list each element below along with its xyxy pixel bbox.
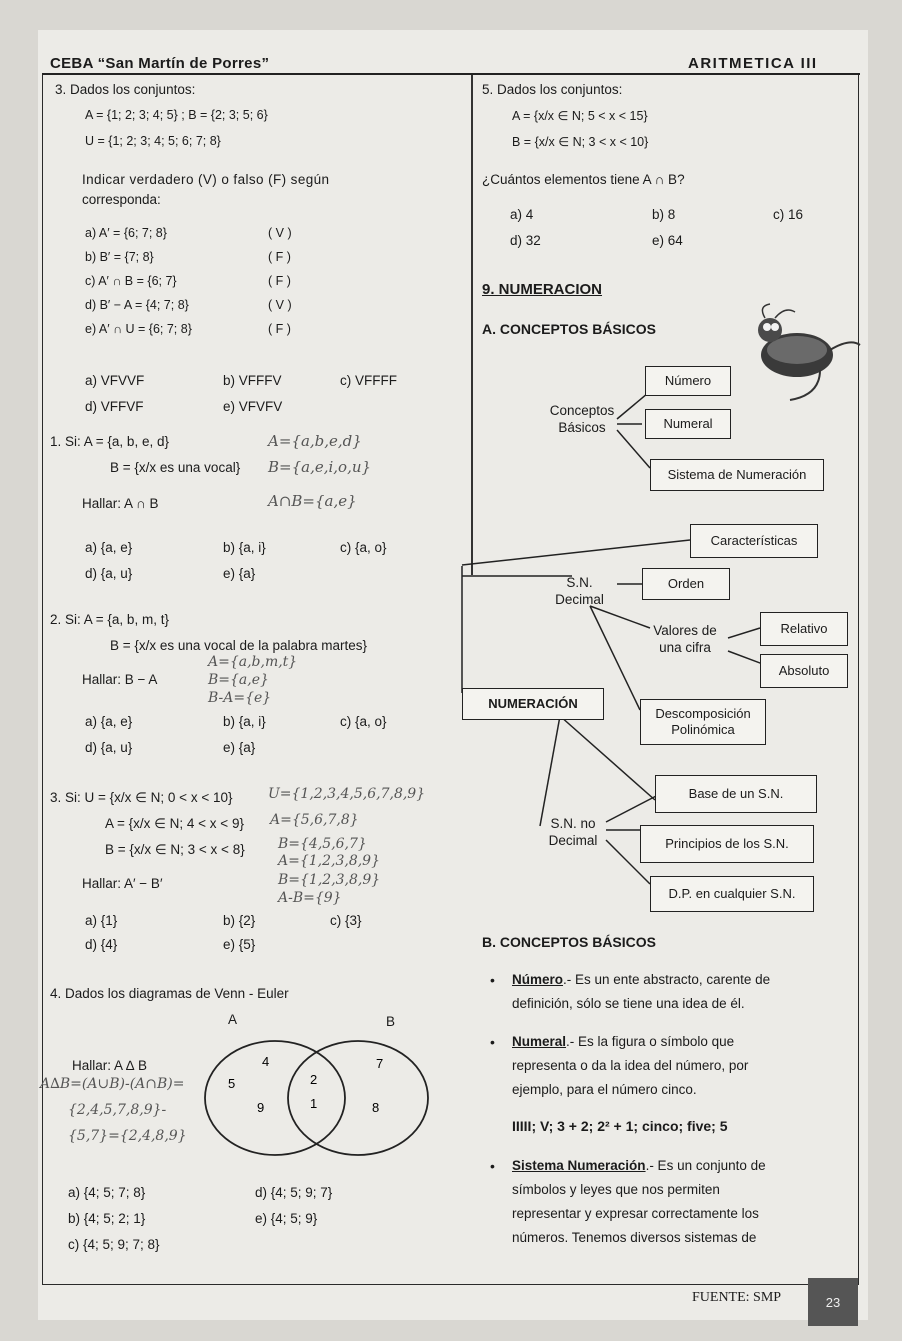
q5-set-b: B = {x/x ∈ N; 3 < x < 10} [512,135,649,149]
q3-item-c-mark: ( F ) [268,274,291,288]
mascot-icon [758,304,860,400]
concept-caracteristicas: Características [690,524,818,558]
def-numero-line2: definición, sólo se tiene una idea de él. [512,996,745,1011]
q3-item-e: e) A′ ∩ U = {6; 7; 8} [85,322,192,336]
concept-descomposicion: Descomposición Polinómica [640,699,766,745]
concept-absoluto: Absoluto [760,654,848,688]
q1-handwriting-1: A={a,b,e,d} [268,432,362,450]
q3-item-a-mark: ( V ) [268,226,292,240]
def-numero-line1: Número.- Es un ente abstracto, carente de [512,972,771,987]
q3b-option-b: b) {2} [223,913,256,928]
q3b-handwriting-2: A={5,6,7,8} [270,812,359,828]
q1-line2: B = {x/x es una vocal} [110,460,241,475]
def-numeral-line1: Numeral.- Es la figura o símbolo que [512,1034,735,1049]
q3-item-c: c) A′ ∩ B = {6; 7} [85,274,177,288]
q3b-line3: B = {x/x ∈ N; 3 < x < 8} [105,842,245,857]
def-sistema-line4: números. Tenemos diversos sistemas de [512,1230,757,1245]
concept-sistema-numeracion: Sistema de Numeración [650,459,824,491]
q3-item-e-mark: ( F ) [268,322,291,336]
q3b-option-c: c) {3} [330,913,362,928]
q2-hallar: Hallar: B − A [82,672,158,687]
q3-item-d: d) B′ − A = {4; 7; 8} [85,298,189,312]
venn-element: 4 [262,1054,270,1069]
bullet-icon: • [490,1158,495,1174]
q3-item-b: b) B′ = {7; 8} [85,250,154,264]
concept-base: Base de un S.N. [655,775,817,813]
concept-orden: Orden [642,568,730,600]
q1-option-d: d) {a, u} [85,566,133,581]
q3b-option-a: a) {1} [85,913,118,928]
q5-option-d: d) 32 [510,233,541,248]
venn-label-b: B [386,1014,396,1029]
q2-option-d: d) {a, u} [85,740,133,755]
def-sistema-line1: Sistema Numeración.- Es un conjunto de [512,1158,766,1173]
q4-title: 4. Dados los diagramas de Venn - Euler [50,986,289,1001]
q3-sets-ab: A = {1; 2; 3; 4; 5} ; B = {2; 3; 5; 6} [85,108,268,122]
q3-title: 3. Dados los conjuntos: [55,82,196,97]
venn-element: 7 [376,1056,384,1071]
school-name: CEBA “San Martín de Porres” [50,55,270,72]
q1-handwriting-3: A∩B={a,e} [268,492,357,510]
subject-title: ARITMETICA III [688,55,818,72]
concept-sn-no-decimal: S.N. no Decimal [548,816,598,848]
q2-handwriting-1: A={a,b,m,t} [208,654,298,670]
q2-option-b: b) {a, i} [223,714,266,729]
q4-handwriting-3: {5,7}={2,4,8,9} [68,1128,187,1144]
q2-handwriting-3: B-A={e} [208,690,272,706]
concept-sn-decimal: S.N. Decimal [555,575,604,607]
q4-hallar: Hallar: A ∆ B [72,1058,148,1073]
concept-basicos: Conceptos Básicos [549,403,615,435]
q4-handwriting-1: A∆B=(A∪B)-(A∩B)= [40,1076,185,1092]
q3b-line1: 3. Si: U = {x/x ∈ N; 0 < x < 10} [50,790,233,805]
def-sistema-line2: símbolos y leyes que nos permiten [512,1182,720,1197]
q2-line2: B = {x/x es una vocal de la palabra martes} [110,638,368,653]
q3-item-d-mark: ( V ) [268,298,292,312]
venn-element: 1 [310,1096,318,1111]
concept-principios: Principios de los S.N. [640,825,814,863]
q1-line1: 1. Si: A = {a, b, e, d} [50,434,169,449]
q3b-line2: A = {x/x ∈ N; 4 < x < 9} [105,816,244,831]
concept-numero: Número [645,366,731,396]
def-sistema-line3: representar y expresar correctamente los [512,1206,759,1221]
numeral-examples: IIIII; V; 3 + 2; 2² + 1; cinco; five; 5 [512,1118,728,1134]
bullet-icon: • [490,1034,495,1050]
q3-item-b-mark: ( F ) [268,250,291,264]
q3-option-d: d) VFFVF [85,399,144,414]
def-numeral-line3: ejemplo, para el número cinco. [512,1082,697,1097]
q5-option-c: c) 16 [773,207,804,222]
q1-option-a: a) {a, e} [85,540,133,555]
q1-handwriting-2: B={a,e,i,o,u} [268,458,372,476]
concept-valores-cifra: Valores de una cifra [653,623,717,655]
q5-option-a: a) 4 [510,207,534,222]
q4-option-a: a) {4; 5; 7; 8} [68,1185,146,1200]
q3b-option-e: e) {5} [223,937,256,952]
q4-option-b: b) {4; 5; 2; 1} [68,1211,146,1226]
q2-option-a: a) {a, e} [85,714,133,729]
q3b-handwriting-5: B={1,2,3,8,9} [278,872,381,888]
q1-hallar: Hallar: A ∩ B [82,496,159,511]
section-a-title: A. CONCEPTOS BÁSICOS [482,321,656,337]
venn-element: 5 [228,1076,236,1091]
venn-element: 2 [310,1072,318,1087]
q3b-option-d: d) {4} [85,937,118,952]
q5-option-e: e) 64 [652,233,683,248]
q3-set-u: U = {1; 2; 3; 4; 5; 6; 7; 8} [85,134,221,148]
q3b-handwriting-6: A-B={9} [278,890,342,906]
q3b-hallar: Hallar: A′ − B′ [82,876,163,891]
q1-option-b: b) {a, i} [223,540,266,555]
venn-label-a: A [228,1012,238,1027]
q4-option-d: d) {4; 5; 9; 7} [255,1185,333,1200]
concept-relativo: Relativo [760,612,848,646]
q1-option-c: c) {a, o} [340,540,387,555]
q3-instruction: Indicar verdadero (V) o falso (F) según [82,172,330,187]
q3b-handwriting-3: B={4,5,6,7} [278,836,367,852]
concept-numeral: Numeral [645,409,731,439]
q3-option-a: a) VFVVF [85,373,145,388]
q5-set-a: A = {x/x ∈ N; 5 < x < 15} [512,109,648,123]
q3-item-a: a) A′ = {6; 7; 8} [85,226,167,240]
section-9-title: 9. NUMERACION [482,281,603,298]
q2-line1: 2. Si: A = {a, b, m, t} [50,612,169,627]
q3b-handwriting-1: U={1,2,3,4,5,6,7,8,9} [268,786,426,802]
q4-option-c: c) {4; 5; 9; 7; 8} [68,1237,160,1252]
q3-option-e: e) VFVFV [223,399,283,414]
q3-option-c: c) VFFFF [340,373,397,388]
q3-instruction-cont: corresponda: [82,192,161,207]
venn-element: 8 [372,1100,380,1115]
def-numeral-line2: representa o da la idea del número, por [512,1058,749,1073]
concept-dp: D.P. en cualquier S.N. [650,876,814,912]
q4-handwriting-2: {2,4,5,7,8,9}- [68,1102,167,1118]
venn-element: 9 [257,1100,265,1115]
q2-option-c: c) {a, o} [340,714,387,729]
q4-option-e: e) {4; 5; 9} [255,1211,318,1226]
q3b-handwriting-4: A={1,2,3,8,9} [278,853,380,869]
q5-title: 5. Dados los conjuntos: [482,82,623,97]
bullet-icon: • [490,972,495,988]
footer-source: FUENTE: SMP [692,1290,782,1305]
q2-handwriting-2: B={a,e} [208,672,269,688]
q3-option-b: b) VFFFV [223,373,282,388]
concept-numeracion: NUMERACIÓN [462,688,604,720]
q2-option-e: e) {a} [223,740,256,755]
q1-option-e: e) {a} [223,566,256,581]
page-number: 23 [808,1278,858,1326]
section-b-title: B. CONCEPTOS BÁSICOS [482,934,656,950]
q5-question: ¿Cuántos elementos tiene A ∩ B? [482,172,685,187]
q5-option-b: b) 8 [652,207,676,222]
